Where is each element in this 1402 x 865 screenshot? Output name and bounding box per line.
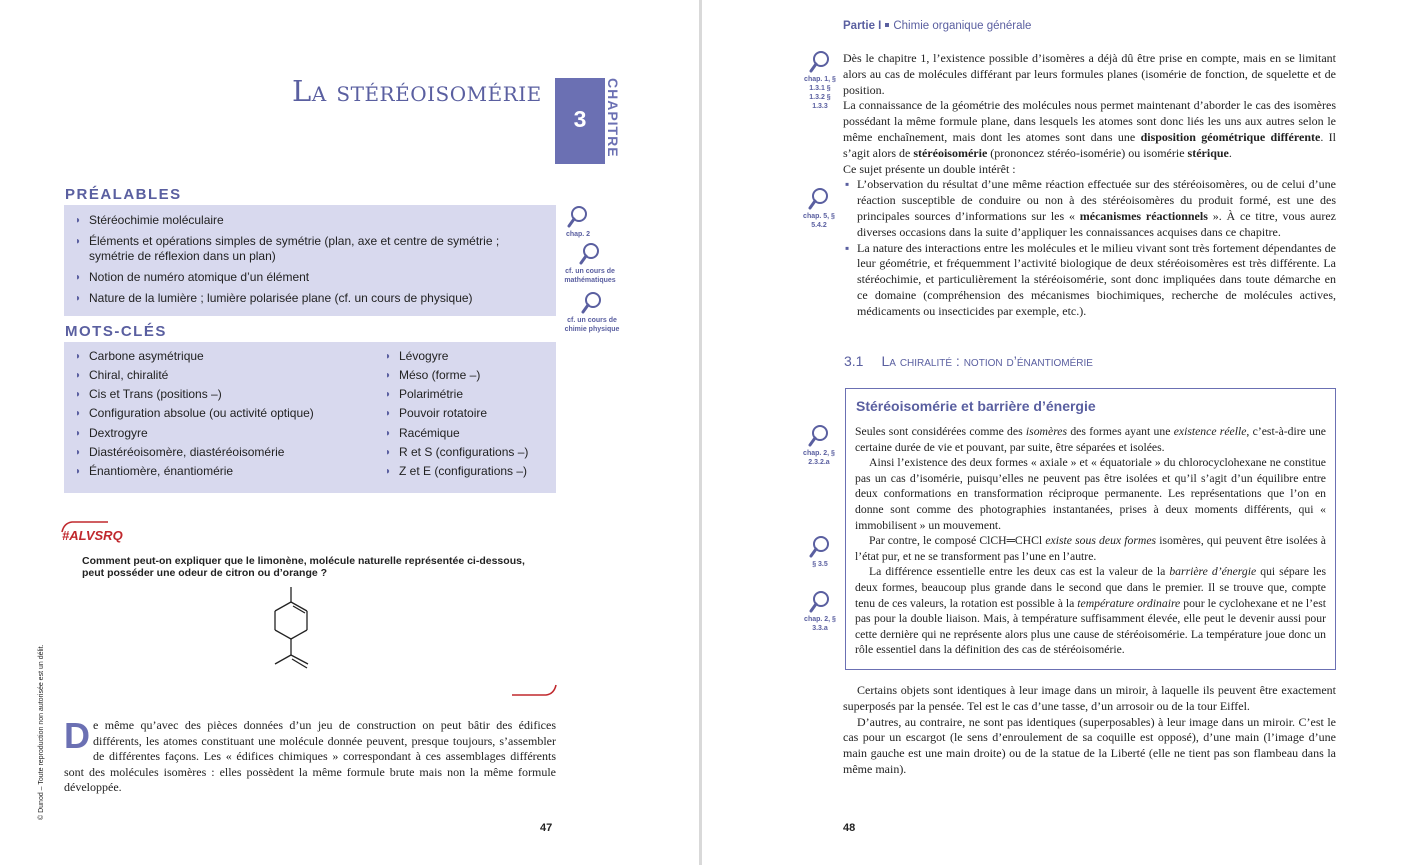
chapter-label: CHAPITRE [605,78,621,158]
margin-ref-math[interactable]: cf. un cours de mathématiques [558,242,622,285]
magnifier-icon [567,205,589,229]
margin-ref-chap5[interactable]: chap. 5, § 5.4.2 [802,187,836,230]
running-head-part: Partie I [843,20,882,32]
intro-block [843,51,1336,320]
frame-paragraph-2: Ainsi l’existence des deux formes « axiale » et « équatoriale » du chlorocyclohexane ne constitue pas un cas d’isomérie, puisqu’elles ne peuvent pas être isolées et qu’il s’agit d’un équilibre entre deux conformations en transformation réciproque permanente. Les représentations que l’on en donne sont comme des photographies instantanées, prises à deux moments différents, qui « immobilisent » un mouvement. [855,456,1326,532]
list-item: ◗ Stéréochimie moléculaire [75,213,224,227]
left-page [0,0,699,865]
list-item: ◗ Lévogyre [385,349,449,363]
chapter-title: La stéréoisomérie [292,74,542,108]
page-number-right: 48 [843,822,856,834]
margin-ref-chap2[interactable]: chap. 2 [561,205,595,239]
list-item: ◗ Pouvoir rotatoire [385,406,488,420]
list-item: ▪ La nature des interactions entre les molécules et le milieu vivant sont très fortement dépendantes de leur géométrie, et fréquemment l’activité biologique de deux stéréoisomères est très différente. La stéréochimie, et particulièrement la stéréoisomérie, sont donc impliquées dans toute démarche en ce domaine (compréhension des mécanismes biochimiques, recherche de molécules actives, médicaments ou insecticides par exemple, etc.). [845,240,1336,318]
list-item: ◗ Méso (forme –) [385,368,481,382]
magnifier-icon [581,291,603,315]
triangle-bullet-icon: ◗ [75,389,82,400]
quiz-corner-bottom-decoration [510,682,558,698]
list-item: ◗ Énantiomère, énantiomérie [75,464,234,478]
triangle-bullet-icon: ◗ [385,408,392,419]
list-item: ◗ Racémique [385,426,460,440]
paragraph-2: La connaissance de la géométrie des molécules nous permet maintenant d’aborder le cas des isomères possédant la même formule plane, dans lesquels les atomes sont donc liés les uns aux autres selon le même enchaînement, mais dont les atomes sont dans une disposition géométrique différente. Il s’agit alors de stéréoisomérie (prononcez stéréo-isomérie) ou isomérie stérique. [843,98,1336,160]
margin-ref-chap2-a[interactable]: chap. 2, § 2.3.2.a [798,424,840,467]
triangle-bullet-icon: ◗ [385,447,392,458]
list-item: ◗ Cis et Trans (positions –) [75,387,222,401]
prealables-box [64,205,556,316]
list-item: ◗ Nature de la lumière ; lumière polarisée plane (cf. un cours de physique) [75,291,473,305]
frame-paragraph-1: Seules sont considérées comme des isomères des formes ayant une existence réelle, c’est-à-dire une certaine durée de vie et pouvant, par suite, être séparées et isolées. [855,425,1326,454]
intro-paragraph: De même qu’avec des pièces données d’un jeu de construction on peut bâtir des édifices différents, les atomes constituant une molécule donnée peuvent, presque toujours, s’assembler de différentes façons. Les « édifices chimiques » correspondant à ces assemblages différents sont des molécules isomères : elles possèdent la même formule brute mais non la même formule développée. [64,715,556,794]
paragraph-3: Ce sujet présente un double intérêt : [843,161,1016,176]
list-item: ▪ L’observation du résultat d’une même réaction effectuée sur des stéréoisomères, ou de celui d’une réaction susceptible de conduire ou non à des stéréoisomères du produit formé, est une des principales sources d’informations sur les « mécanismes réactionnels ». À ce titre, vous aurez diverses occasions dans la suite d’appliquer les connaissances acquises dans ce chapitre. [845,177,1336,239]
running-head-title: Chimie organique générale [893,20,1032,32]
list-item: ◗ Diastéréoisomère, diastéréoisomérie [75,445,285,459]
magnifier-icon [808,187,830,211]
magnifier-icon [809,535,831,559]
magnifier-icon [809,50,831,74]
closing-block [843,683,1336,778]
triangle-bullet-icon: ◗ [385,370,392,381]
list-item: ◗ R et S (configurations –) [385,445,529,459]
prealables-heading: PRÉALABLES [65,186,182,203]
triangle-bullet-icon: ◗ [75,428,82,439]
triangle-bullet-icon: ◗ [75,351,82,362]
list-item: ◗ Chiral, chiralité [75,368,169,382]
limonene-structure [262,582,322,674]
magnifier-icon [809,590,831,614]
copyright-notice: © Dunod – Toute reproduction non autorisée est un délit. [38,644,45,820]
triangle-bullet-icon: ◗ [385,428,392,439]
triangle-bullet-icon: ◗ [75,408,82,419]
list-item: ◗ Z et E (configurations –) [385,464,528,478]
chapter-label-vertical [605,78,619,164]
energy-barrier-frame [845,388,1336,670]
chapter-number-block [555,78,605,164]
square-bullet-icon: ▪ [845,177,850,192]
drop-cap: D [64,715,90,756]
frame-paragraph-4: La différence essentielle entre les deux cas est la valeur de la barrière d’énergie qui sépare les deux formes, beaucoup plus grande dans le second que dans le premier. Il se trouve que, compte tenu de ces valeurs, la rotation est possible à la température ordinaire pour le cyclohexane et ne l’est pas pour la double liaison. Mais, à température suffisamment élevée, elle peut le devenir aussi pour cette dernière qui ne représente alors plus une cause de stéréoisomérie. La température joue donc un rôle essentiel dans la définition des cas de stéréoisomérie. [855,565,1327,657]
list-item: ◗ Polarimétrie [385,387,464,401]
triangle-bullet-icon: ◗ [75,447,82,458]
triangle-bullet-icon: ◗ [75,466,82,477]
paragraph-1: Dès le chapitre 1, l’existence possible d’isomères a déjà dû être prise en compte, mais en se limitant alors au cas de molécules différant par leurs formules planes (isomérie de fonction, de squelette et de position. [843,51,1336,97]
closing-paragraph-2: D’autres, au contraire, ne sont pas identiques (superposables) à leur image dans un miroir. C’est le cas pour un escargot (le sens d’enroulement de sa coquille est opposé), d’une main (l’image d’une main gauche est une main droite) ou de la statue de la Liberté (elle ne tient pas son flambeau dans la même main). [843,714,1336,776]
triangle-bullet-icon: ◗ [75,272,82,283]
section-title: La chiralité : notion d’énantiomérie [881,353,1093,369]
triangle-bullet-icon: ◗ [385,351,392,362]
margin-ref-chap2-b[interactable]: chap. 2, § 3.3.a [802,590,838,633]
interest-list [843,177,1336,319]
list-item: ◗ Notion de numéro atomique d’un élément [75,270,310,284]
frame-paragraph-3: Par contre, le composé ClCH═CHCl existe sous deux formes isomères, qui peuvent être isolées à l’état pur, et ne se transforment pas l’une en l’autre. [855,534,1326,563]
section-number: 3.1 [844,353,864,369]
running-head [843,20,1031,32]
frame-title: Stéréoisomérie et barrière d’énergie [856,398,1096,414]
page-number-left: 47 [540,822,553,834]
magnifier-icon [808,424,830,448]
margin-ref-chap1[interactable]: chap. 1, § 1.3.1 § 1.3.2 § 1.3.3 [802,50,838,111]
triangle-bullet-icon: ◗ [75,293,82,304]
triangle-bullet-icon: ◗ [385,466,392,477]
list-item: ◗ Configuration absolue (ou activité optique) [75,406,314,420]
section-heading-3-1 [844,353,1093,369]
quiz-question: Comment peut-on expliquer que le limonène, molécule naturelle représentée ci-dessous, peut posséder une odeur de citron ou d’orange ? [82,555,525,579]
margin-ref-3-5[interactable]: § 3.5 [806,535,834,569]
right-page [702,0,1402,865]
triangle-bullet-icon: ◗ [75,236,82,247]
list-item: ◗ Carbone asymétrique [75,349,204,363]
square-bullet-icon: ▪ [845,240,850,255]
chapter-number: 3 [573,106,587,132]
list-item: ◗ Éléments et opérations simples de symétrie (plan, axe et centre de symétrie ; symétrie de réflexion dans un plan) [75,234,500,263]
triangle-bullet-icon: ◗ [75,370,82,381]
triangle-bullet-icon: ◗ [385,389,392,400]
magnifier-icon [579,242,601,266]
mots-cles-box [64,342,556,493]
triangle-bullet-icon: ◗ [75,215,82,226]
closing-paragraph-1: Certains objets sont identiques à leur image dans un miroir, à laquelle ils peuvent être exactement superposés par la pensée. Tel est le cas d’une tasse, d’un arrosoir ou de la tour Eiffel. [843,683,1336,713]
square-separator-icon [885,23,889,27]
quiz-tag: #ALVSRQ [62,528,123,543]
list-item: ◗ Dextrogyre [75,426,148,440]
margin-ref-physchem[interactable]: cf. un cours de chimie physique [560,291,624,334]
frame-body [855,424,1326,658]
mots-cles-heading: MOTS-CLÉS [65,323,167,340]
